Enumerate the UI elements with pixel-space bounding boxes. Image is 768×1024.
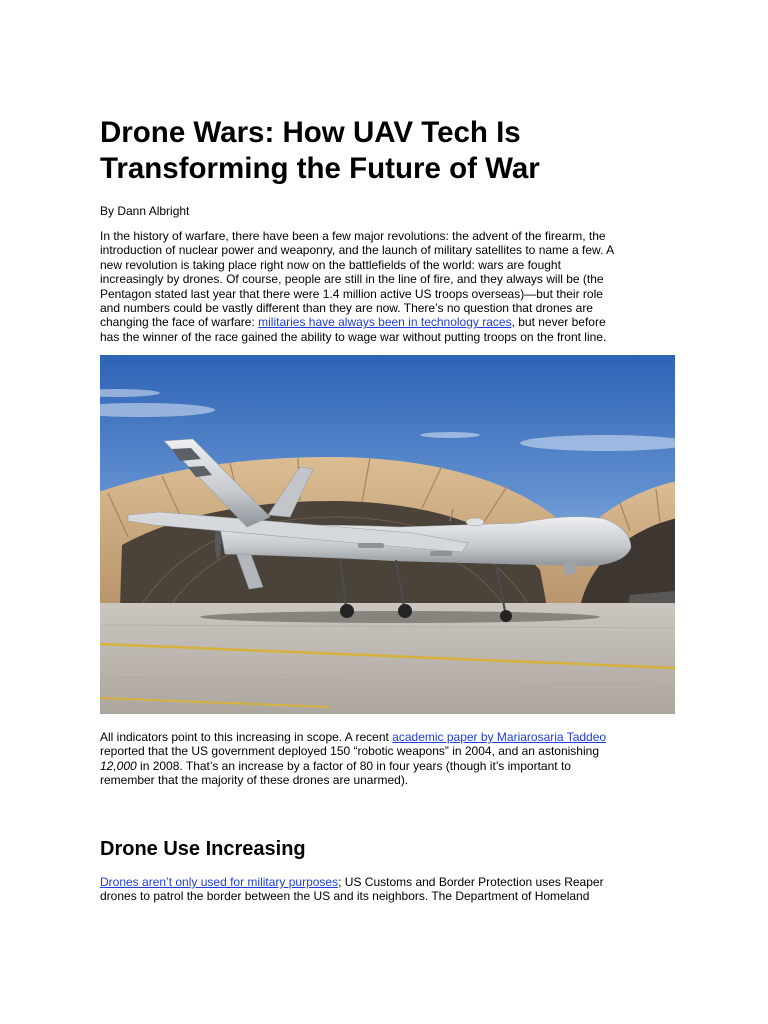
link-technology-races[interactable]: militaries have always been in technology races: [258, 315, 512, 330]
text-line: In the history of warfare, there have been a few major revolutions: the advent of the firearm, the: [100, 229, 606, 243]
emphasis-number: 12,000: [100, 758, 137, 773]
text-segment: changing the face of warfare:: [100, 315, 259, 330]
text-line: and numbers could be vastly different than they are now. There’s no question that drones are: [100, 301, 593, 316]
text-segment: ; US Customs and Border Protection uses Reaper: [338, 875, 604, 889]
text-line: introduction of nuclear power and weaponry, and the launch of military satellites to name a few. A: [100, 243, 615, 258]
text-line: increasingly by drones. Of course, people are still in the line of fire, and they always will be (the: [100, 272, 604, 287]
text-line: has the winner of the race gained the ability to wage war without putting troops on the front line.: [100, 329, 607, 344]
paragraph-indicators: [100, 730, 606, 788]
text-segment: , but never before: [511, 315, 606, 330]
link-military-purposes[interactable]: Drones aren’t only used for military purposes: [100, 875, 339, 889]
text-line: [100, 315, 614, 329]
text-line: remember that the majority of these drones are unarmed).: [100, 773, 409, 788]
tarmac: [100, 603, 675, 714]
text-line: [100, 730, 606, 744]
link-academic-paper[interactable]: academic paper by Mariarosaria Taddeo: [392, 730, 607, 744]
paragraph-drone-use: [100, 875, 604, 904]
section-heading: Drone Use Increasing: [100, 838, 306, 860]
text-line: [100, 875, 604, 889]
text-line: drones to patrol the border between the US and its neighbors. The Department of Homeland: [100, 889, 590, 904]
text-line: new revolution is taking place right now on the battlefields of the world: wars are fought: [100, 257, 561, 272]
text-line: reported that the US government deployed 150 “robotic weapons” in 2004, and an astonishing: [100, 744, 599, 759]
paragraph-intro: [100, 229, 614, 344]
text-segment: in 2008. That’s an increase by a factor of 80 in four years (though it’s important to: [136, 758, 571, 773]
article-title: Drone Wars: How UAV Tech Is Transforming the Future of War: [100, 116, 540, 185]
text-line: [100, 759, 606, 773]
byline: By Dann Albright: [100, 204, 190, 218]
drone-photo: [100, 355, 675, 714]
text-line: Pentagon stated last year that there were 1.4 million active US troops overseas)—but their role: [100, 286, 603, 301]
text-segment: All indicators point to this increasing in scope. A recent: [100, 730, 393, 744]
